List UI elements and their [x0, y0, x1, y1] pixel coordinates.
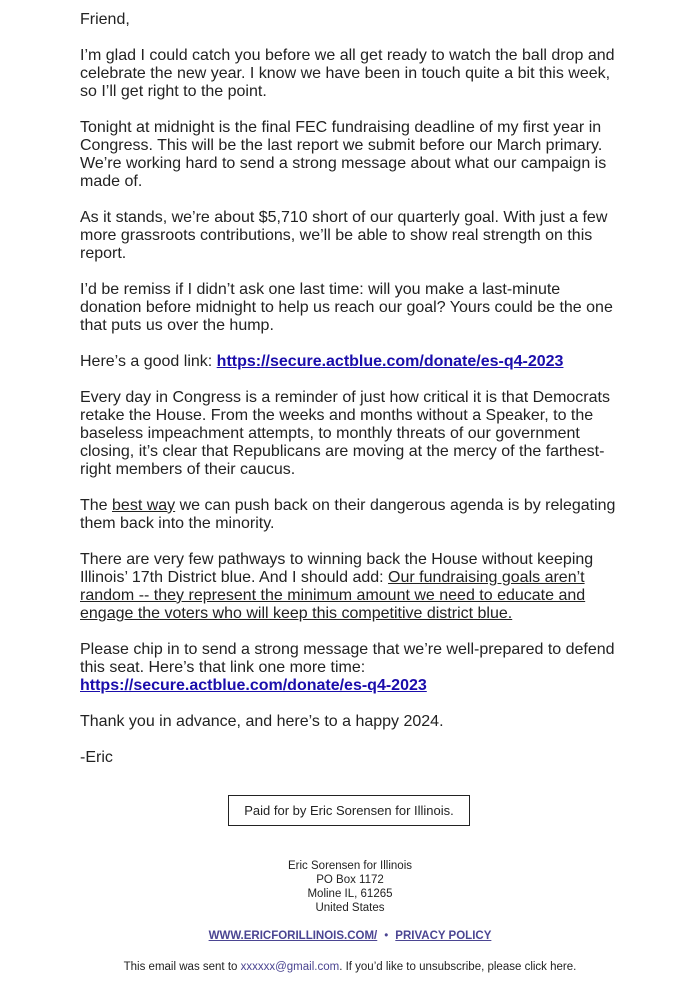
address-line: Moline IL, 61265	[307, 888, 393, 900]
privacy-policy-link[interactable]: PRIVACY POLICY	[395, 930, 492, 942]
paragraph-district	[80, 551, 620, 623]
paragraph-congress: Every day in Congress is a reminder of just how critical it is that Democrats retake the House. From the weeks and months without a Speaker, to the baseless impeachment attempts, to monthly threats of our government closing, it’s clear that Republicans are moving at the mercy of the farthest-right members of their caucus.	[80, 389, 610, 478]
paragraph-intro: I’m glad I could catch you before we all get ready to watch the ball drop and celebrate the new year. I know we have been in touch quite a bit this week, so I’ll get right to the point.	[80, 47, 615, 100]
chip-in-text: Please chip in to send a strong message that we’re well-prepared to defend this seat. Here’s that link one more time:	[80, 641, 615, 676]
best-way-prefix: The	[80, 497, 113, 514]
donate-link[interactable]: https://secure.actblue.com/donate/es-q4-2023	[216, 353, 564, 370]
greeting: Friend,	[80, 11, 130, 28]
paid-for-disclaimer: Paid for by Eric Sorensen for Illinois.	[228, 795, 470, 826]
address-line: PO Box 1172	[316, 874, 384, 886]
paragraph-goal: As it stands, we’re about $5,710 short of our quarterly goal. With just a few more grassroots contributions, we’ll be able to show real strength on this report.	[80, 209, 608, 262]
unsubscribe-notice	[50, 961, 650, 973]
paragraph-thanks: Thank you in advance, and here’s to a happy 2024.	[80, 713, 444, 730]
unsub-suffix: . If you’d like to unsubscribe, please click here.	[339, 961, 577, 973]
address-line: United States	[315, 902, 385, 914]
best-way-suffix: we can push back on their dangerous agenda is by relegating them back into the minority.	[80, 497, 616, 532]
district-prefix: There are very few pathways to winning back the House without keeping Illinois’ 17th District blue. And I should add:	[80, 551, 594, 586]
paragraph-deadline: Tonight at midnight is the final FEC fundraising deadline of my first year in Congress. This will be the last report we submit before our March primary. We’re working hard to send a strong message about what our campaign is made of.	[80, 119, 607, 190]
footer-separator: •	[384, 930, 389, 942]
paragraph-link	[80, 353, 620, 371]
signature: -Eric	[80, 749, 113, 766]
best-way-underlined: best way	[112, 497, 176, 514]
paragraph-chip-in	[80, 641, 620, 695]
paragraph-ask: I’d be remiss if I didn’t ask one last time: will you make a last-minute donation before midnight to help us reach our goal? Yours could be the one that puts us over the hump.	[80, 281, 613, 334]
link-intro-text: Here’s a good link:	[80, 353, 217, 370]
donate-link-2[interactable]: https://secure.actblue.com/donate/es-q4-2023	[80, 677, 427, 694]
address-line: Eric Sorensen for Illinois	[288, 860, 412, 872]
paragraph-best-way	[80, 497, 620, 533]
recipient-email[interactable]: xxxxxx@gmail.com	[240, 961, 340, 973]
footer-links	[100, 930, 600, 942]
unsub-prefix: This email was sent to	[123, 961, 241, 973]
email-body	[80, 11, 620, 785]
website-link[interactable]: WWW.ERICFORILLINOIS.COM/	[208, 930, 378, 942]
district-underlined: Our fundraising goals aren’t random -- they represent the minimum amount we need to educate and engage the voters who will keep this competitive district blue.	[80, 569, 586, 622]
mailing-address	[200, 859, 500, 915]
